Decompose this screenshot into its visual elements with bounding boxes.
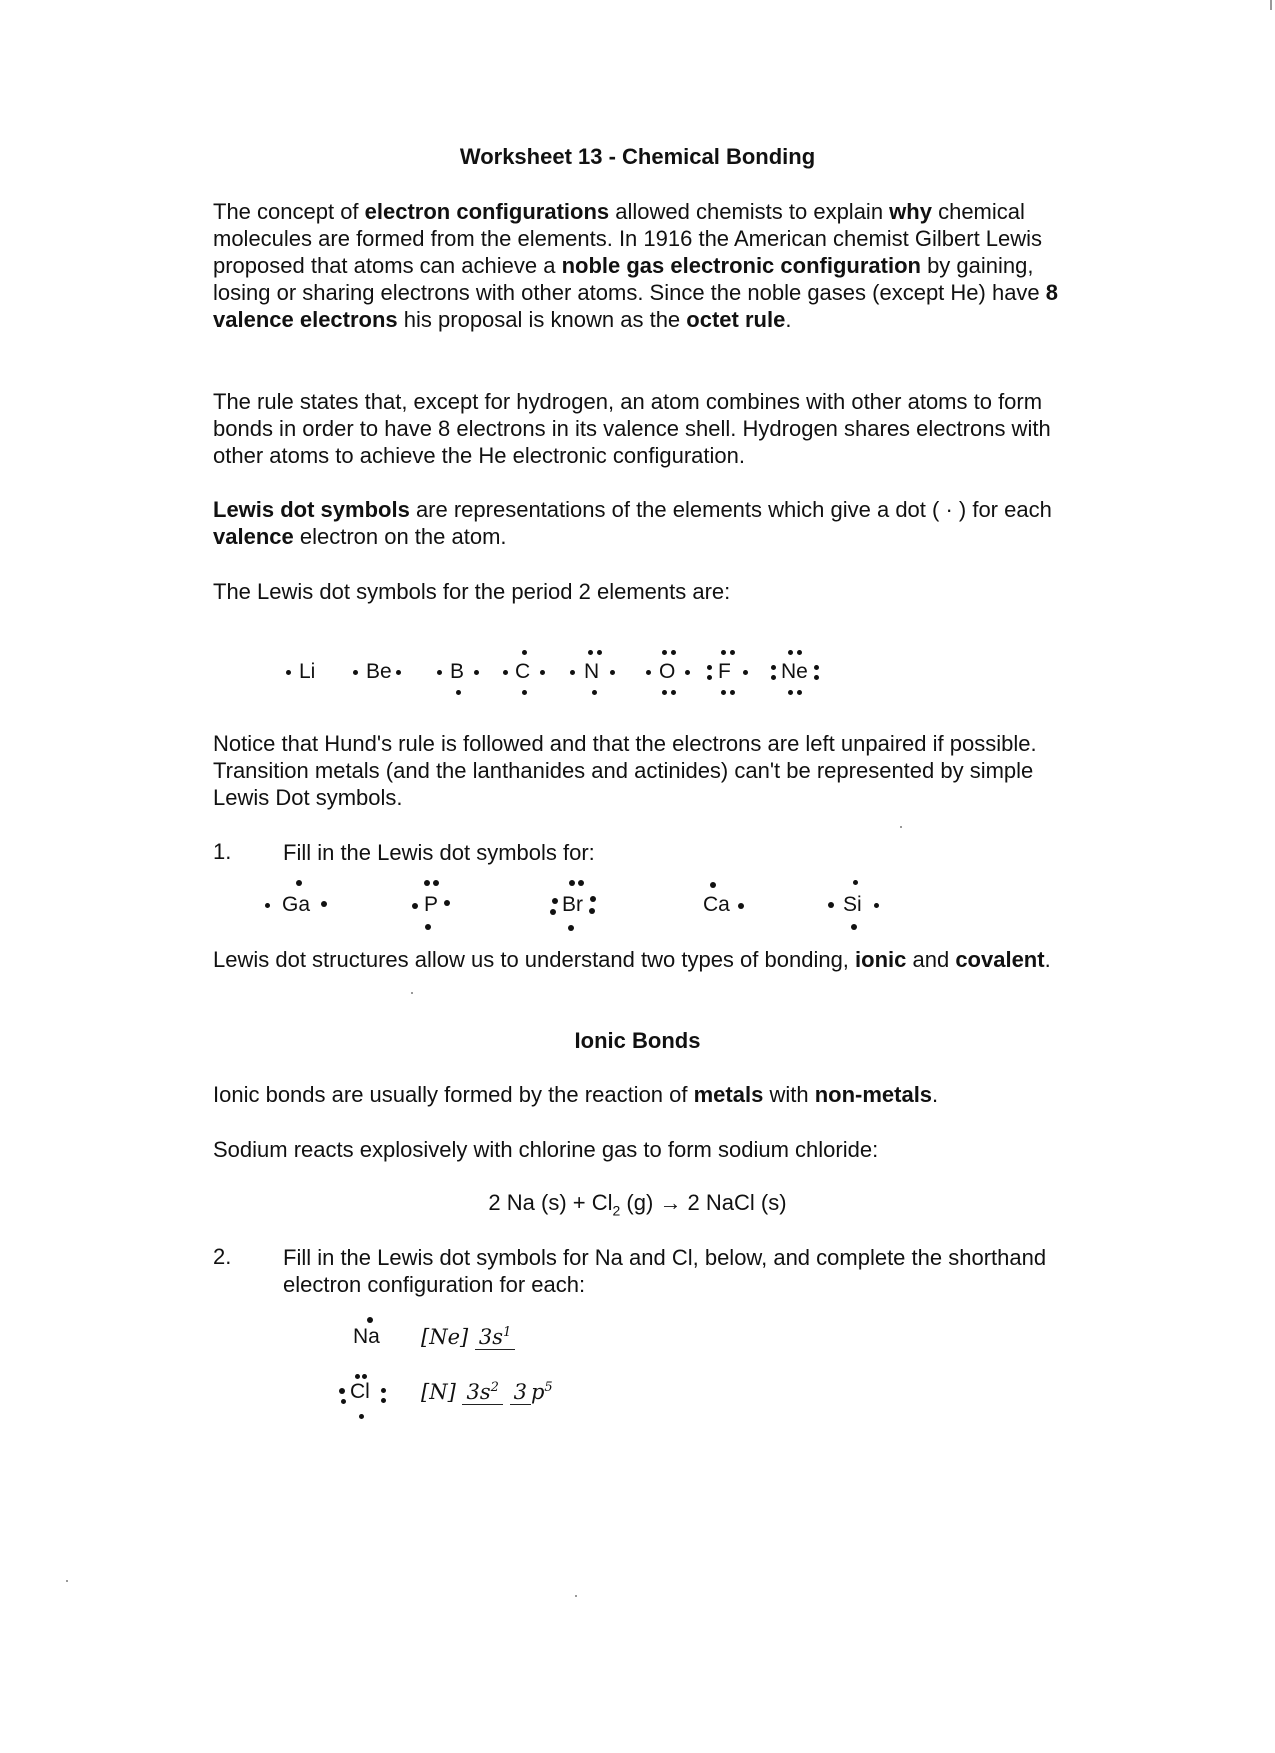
element-f: F <box>718 660 731 683</box>
bonding-text: . <box>1044 947 1051 972</box>
q1-lewis-row <box>0 876 1275 936</box>
page-title: Worksheet 13 - Chemical Bonding <box>459 144 816 169</box>
handwritten-dot <box>296 880 302 886</box>
handwritten-dot <box>738 903 744 909</box>
config-value: s <box>492 1325 504 1349</box>
config-core: [Ne] <box>421 1325 469 1349</box>
handwritten-dot <box>362 1374 367 1379</box>
config-value: 2 <box>490 1380 499 1395</box>
handwritten-dot <box>569 880 575 886</box>
handwritten-dot <box>828 902 834 908</box>
intro-bold-term: electron configurations <box>364 199 610 224</box>
bonding-text: Lewis dot structures allow us to understand two types of bonding, <box>213 947 856 972</box>
element-li: Li <box>299 660 316 683</box>
scan-speck <box>575 1595 577 1597</box>
element-be: Be <box>366 660 392 683</box>
period2-lewis-row <box>0 640 1275 700</box>
config-core: [N] <box>421 1380 456 1404</box>
electron-dot <box>730 650 735 655</box>
handwritten-dot <box>444 900 450 906</box>
handwritten-dot <box>550 909 556 915</box>
config-value: 1 <box>503 1325 512 1340</box>
bonding-bold: ionic <box>855 947 907 972</box>
electron-dot <box>662 690 667 695</box>
handwritten-dot <box>433 880 439 886</box>
electron-dot <box>721 690 726 695</box>
lewis-def-bold: Lewis dot symbols <box>213 497 410 522</box>
electron-dot <box>814 675 819 680</box>
intro-bold-term: octet rule <box>686 307 786 332</box>
electron-dot <box>646 670 651 675</box>
electron-dot <box>730 690 735 695</box>
handwritten-dot <box>381 1388 386 1393</box>
intro-text: The concept of <box>213 199 365 224</box>
answer-na-config <box>421 1325 515 1350</box>
ionic-bold: metals <box>693 1082 764 1107</box>
electron-dot <box>721 650 726 655</box>
config-blank <box>462 1380 502 1405</box>
electron-dot <box>797 690 802 695</box>
electron-dot <box>540 670 545 675</box>
scan-speck <box>66 1580 68 1582</box>
handwritten-dot <box>355 1374 360 1379</box>
lewis-def-text: are representations of the elements which give a dot ( · ) for each <box>409 497 1052 522</box>
electron-dot <box>743 670 748 675</box>
question-2-number: 2. <box>213 1244 232 1269</box>
bonding-text: and <box>906 947 956 972</box>
answer-br: Br <box>562 893 583 916</box>
scan-speck <box>900 826 902 828</box>
equation-subscript: 2 <box>612 1202 621 1219</box>
element-c: C <box>515 660 531 683</box>
question-2-text: Fill in the Lewis dot symbols for Na and Cl, below, and complete the shorthand electron configuration for each: <box>283 1245 1047 1297</box>
handwritten-dot <box>874 903 879 908</box>
electron-dot <box>522 650 527 655</box>
electron-dot <box>353 670 358 675</box>
intro-bold-term: 8 valence electrons <box>213 280 1059 332</box>
handwritten-dot <box>359 1414 364 1419</box>
config-value: 5 <box>544 1380 553 1395</box>
handwritten-dot <box>425 924 431 930</box>
handwritten-dot <box>589 908 595 914</box>
config-value: 3 <box>513 1380 527 1404</box>
element-b: B <box>450 660 465 683</box>
handwritten-dot <box>552 898 558 904</box>
intro-bold-term: why <box>889 199 932 224</box>
handwritten-dot <box>341 1399 346 1404</box>
ionic-text: Ionic bonds are usually formed by the reaction of <box>213 1082 694 1107</box>
handwritten-dot <box>710 882 716 888</box>
intro-bold-term: noble gas electronic configuration <box>561 253 921 278</box>
intro-text: by gaining, losing or sharing electrons with other atoms. Since the noble gases (except He) have <box>213 253 1046 305</box>
electron-dot <box>662 650 667 655</box>
electron-dot <box>286 670 291 675</box>
electron-dot <box>771 665 776 670</box>
question-1-number: 1. <box>213 839 232 864</box>
handwritten-dot <box>424 880 430 886</box>
lewis-def-bold: valence <box>213 524 294 549</box>
electron-dot <box>437 670 442 675</box>
electron-dot <box>456 690 461 695</box>
config-value: 3 <box>466 1380 480 1404</box>
scan-speck <box>411 992 413 994</box>
period2-intro: The Lewis dot symbols for the period 2 elements are: <box>213 579 731 604</box>
reaction-arrow-icon: → <box>659 1190 682 1215</box>
answer-cl-config <box>421 1380 553 1405</box>
handwritten-dot <box>851 924 857 930</box>
answer-ca: Ca <box>703 893 730 916</box>
electron-dot <box>707 675 712 680</box>
bonding-types-paragraph <box>213 946 1063 973</box>
electron-dot <box>685 670 690 675</box>
sodium-sentence: Sodium reacts explosively with chlorine gas to form sodium chloride: <box>213 1137 879 1162</box>
electron-dot <box>503 670 508 675</box>
chemical-equation <box>0 1190 1275 1218</box>
config-blank <box>510 1380 531 1405</box>
electron-dot <box>396 670 401 675</box>
answer-na-symbol: Na <box>353 1325 380 1348</box>
element-ne: Ne <box>781 660 808 683</box>
bonding-bold: covalent <box>955 947 1045 972</box>
intro-text: allowed chemists to explain <box>609 199 890 224</box>
ionic-text: with <box>763 1082 815 1107</box>
electron-dot <box>788 650 793 655</box>
lewis-definition <box>213 496 1063 550</box>
element-o: O <box>659 660 676 683</box>
hund-paragraph: Notice that Hund's rule is followed and that the electrons are left unpaired if possible. Transition metals (and the lanthanides and actinides) can't be represented by simple Lewis Dot symbols. <box>213 731 1037 810</box>
electron-dot <box>588 650 593 655</box>
handwritten-dot <box>321 901 327 907</box>
electron-dot <box>671 690 676 695</box>
ionic-text: . <box>932 1082 939 1107</box>
electron-dot <box>592 690 597 695</box>
electron-dot <box>788 690 793 695</box>
electron-dot <box>570 670 575 675</box>
answer-cl-symbol: Cl <box>350 1380 370 1403</box>
intro-text: chemical molecules are formed from the elements. In 1916 the American chemist Gilbert Lewis proposed that atoms can achieve a <box>213 199 1043 278</box>
electron-dot <box>597 650 602 655</box>
electron-dot <box>771 675 776 680</box>
handwritten-dot <box>381 1398 386 1403</box>
handwritten-dot <box>853 880 858 885</box>
ionic-sentence <box>213 1081 1063 1108</box>
config-value: s <box>479 1380 491 1404</box>
equation-middle: (g) <box>620 1190 660 1215</box>
config-blank <box>475 1325 515 1350</box>
electron-dot <box>814 665 819 670</box>
intro-text: . <box>785 307 792 332</box>
config-value: p <box>530 1380 545 1404</box>
handwritten-dot <box>339 1388 345 1394</box>
ionic-bonds-heading: Ionic Bonds <box>574 1028 701 1053</box>
ionic-bold: non-metals <box>814 1082 933 1107</box>
element-n: N <box>584 660 600 683</box>
electron-dot <box>797 650 802 655</box>
intro-text: his proposal is known as the <box>397 307 687 332</box>
answer-p: P <box>424 893 439 916</box>
electron-dot <box>610 670 615 675</box>
equation-left: 2 Na (s) + Cl <box>488 1190 613 1215</box>
electron-dot <box>671 650 676 655</box>
rule-paragraph: The rule states that, except for hydrogen, an atom combines with other atoms to form bonds in order to have 8 electrons in its valence shell. Hydrogen shares electrons with other atoms to achieve the He electronic configuration. <box>213 389 1051 468</box>
question-1-text: Fill in the Lewis dot symbols for: <box>283 840 595 865</box>
answer-si: Si <box>843 893 862 916</box>
electron-dot <box>474 670 479 675</box>
answer-ga: Ga <box>282 893 311 916</box>
handwritten-dot <box>568 925 574 931</box>
config-value: 3 <box>478 1325 493 1349</box>
handwritten-dot <box>590 896 596 902</box>
equation-right: 2 NaCl (s) <box>681 1190 787 1215</box>
handwritten-dot <box>412 903 418 909</box>
handwritten-dot <box>265 903 270 908</box>
scan-mark <box>1270 0 1272 10</box>
electron-dot <box>522 690 527 695</box>
lewis-def-text: electron on the atom. <box>293 524 507 549</box>
electron-dot <box>707 665 712 670</box>
intro-paragraph <box>213 198 1063 333</box>
handwritten-dot <box>578 880 584 886</box>
handwritten-dot <box>367 1317 373 1323</box>
